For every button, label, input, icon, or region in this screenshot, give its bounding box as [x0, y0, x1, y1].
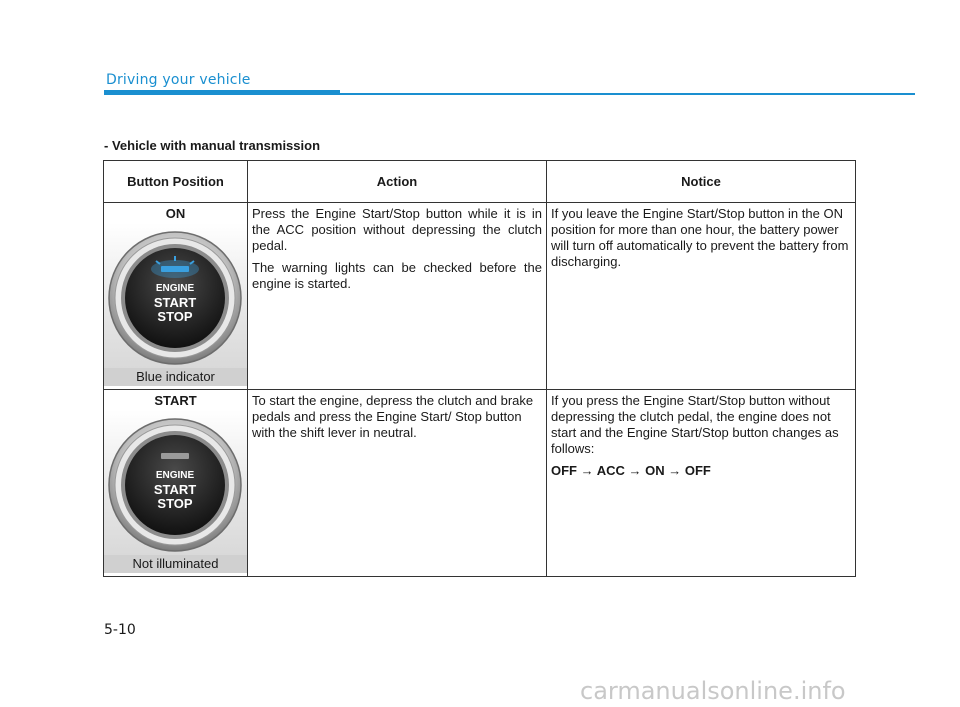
header-notice: Notice — [547, 161, 856, 203]
position-label: ON — [165, 206, 186, 221]
button-text-stop: STOP — [157, 496, 193, 511]
button-position-table — [103, 160, 856, 577]
button-text-stop: STOP — [157, 309, 193, 324]
subheading: - Vehicle with manual transmission — [104, 138, 321, 153]
header-action: Action — [248, 161, 547, 203]
button-text-engine: ENGINE — [155, 470, 195, 481]
action-cell — [248, 390, 547, 577]
position-caption: Not illuminated — [104, 555, 247, 573]
engine-start-stop-button-image — [104, 223, 247, 368]
watermark: carmanualsonline.info — [580, 677, 846, 705]
button-text-start: START — [153, 295, 197, 310]
button-text-start: START — [153, 482, 197, 497]
state-sequence: OFF → ACC → ON → OFF — [551, 463, 711, 478]
button-text-engine: ENGINE — [155, 283, 195, 294]
action-text: The warning lights can be checked before the engine is started. — [252, 260, 542, 291]
action-text: Press the Engine Start/Stop button while it is in the ACC position without depressing the clutch pedal. — [252, 206, 542, 253]
table-header-row — [104, 161, 856, 203]
notice-text: If you leave the Engine Start/Stop button in the ON position for more than one hour, the battery power will turn off automatically to prevent the battery from discharging. — [551, 206, 849, 269]
unlit-indicator-icon — [161, 453, 189, 459]
table-row — [104, 390, 856, 577]
engine-start-stop-button-icon — [104, 223, 247, 368]
action-cell — [248, 203, 547, 390]
header-button-position: Button Position — [104, 161, 248, 203]
section-title: Driving your vehicle — [106, 72, 251, 88]
notice-cell — [547, 203, 856, 390]
position-cell — [104, 390, 248, 577]
action-text: To start the engine, depress the clutch and brake pedals and press the Engine Start/ Stop button with the shift lever in neutral. — [252, 393, 534, 440]
engine-start-stop-button-icon — [104, 410, 247, 555]
engine-start-stop-button-image — [104, 410, 247, 555]
notice-text: If you press the Engine Start/Stop button without depressing the clutch pedal, the engine does not start and the Engine Start/Stop button changes as follows: — [551, 393, 839, 456]
page-number: 5-10 — [104, 622, 136, 638]
table-row — [104, 203, 856, 390]
position-label: START — [154, 393, 197, 408]
position-caption: Blue indicator — [104, 368, 247, 386]
header-rule-thick — [104, 90, 340, 95]
header-rule-thin — [340, 93, 915, 95]
notice-cell — [547, 390, 856, 577]
position-cell — [104, 203, 248, 390]
